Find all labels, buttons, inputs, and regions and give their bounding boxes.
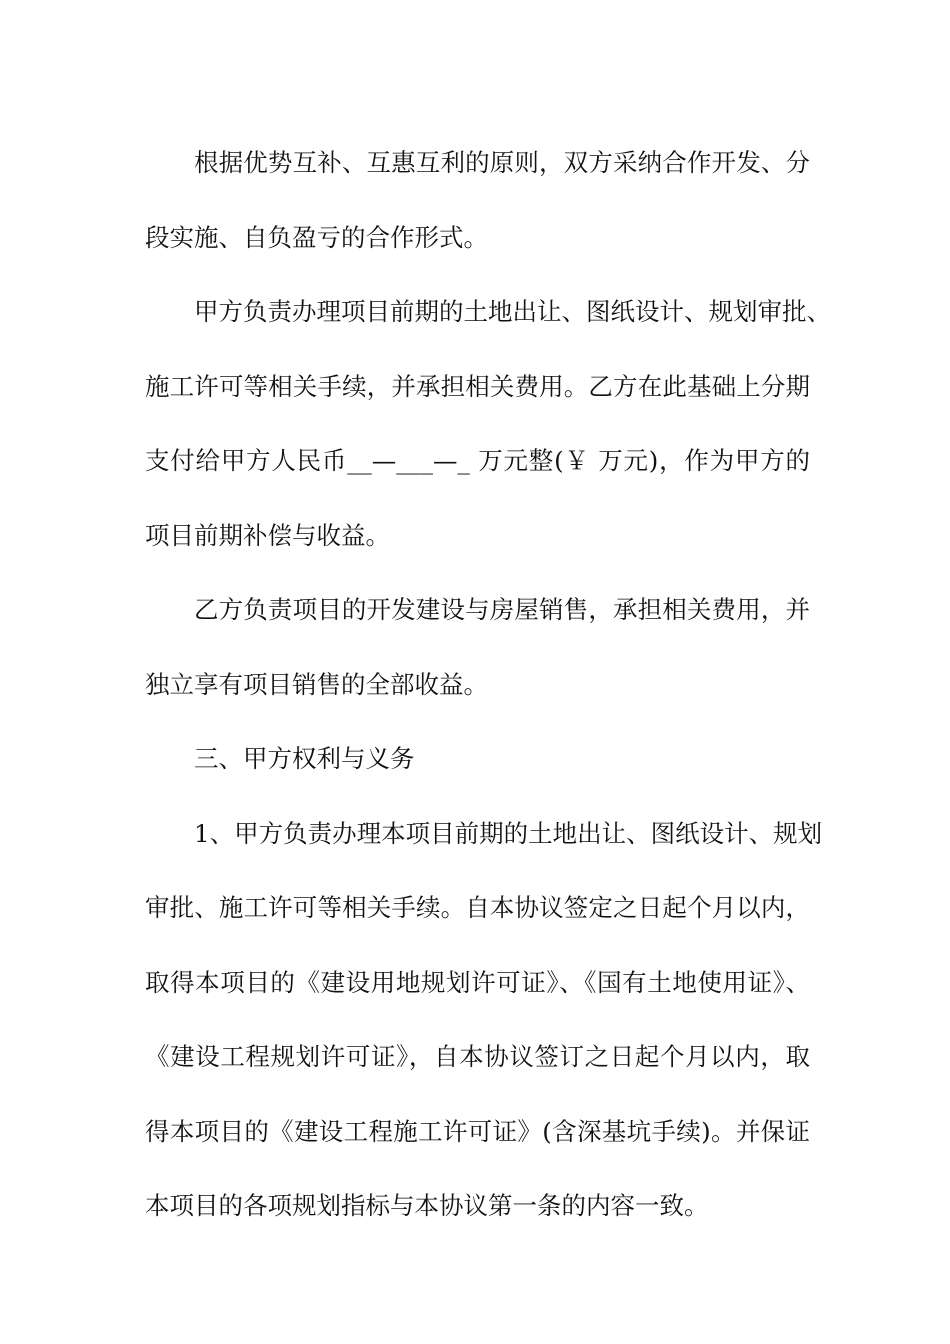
text-line: 项目前期补偿与收益。 [145,520,390,550]
text-line: 《建设工程规划许可证》，自本协议签订之日起个月以内，取 [145,1042,810,1071]
text-line: 甲方负责办理项目前期的土地出让、图纸设计、规划审批、 [194,297,831,326]
text-line: 本项目的各项规划指标与本协议第一条的内容一致。 [145,1191,709,1220]
text-line: 1、甲方负责办理本项目前期的土地出让、图纸设计、规划 [194,818,823,848]
document-body [145,126,831,1244]
paragraph-party-b-duties-summary [145,573,810,722]
text-line: 独立享有项目销售的全部收益。 [145,669,488,699]
paragraph-clause-1 [145,797,823,1244]
section-heading-party-a-rights [145,722,810,797]
text-line: 根据优势互补、互惠互利的原则，双方采纳合作开发、分 [194,148,810,177]
text-line-payment-amount: 支付给甲方人民币__—___—_ 万元整(￥ 万元)，作为甲方的 [145,446,810,475]
text-line: 施工许可等相关手续，并承担相关费用。乙方在此基础上分期 [145,371,810,401]
text-line: 段实施、自负盈亏的合作形式。 [145,222,488,252]
text-line: 审批、施工许可等相关手续。自本协议签定之日起个月以内， [145,893,810,922]
text-line: 取得本项目的《建设用地规划许可证》、《国有土地使用证》、 [145,967,810,997]
text-line: 得本项目的《建设工程施工许可证》(含深基坑手续)。并保证 [145,1116,810,1146]
section-heading: 三、甲方权利与义务 [194,744,415,773]
text-line: 乙方负责项目的开发建设与房屋销售，承担相关费用，并 [194,595,810,624]
paragraph-party-a-duties-summary [145,275,831,573]
paragraph-cooperation-principle [145,126,810,275]
